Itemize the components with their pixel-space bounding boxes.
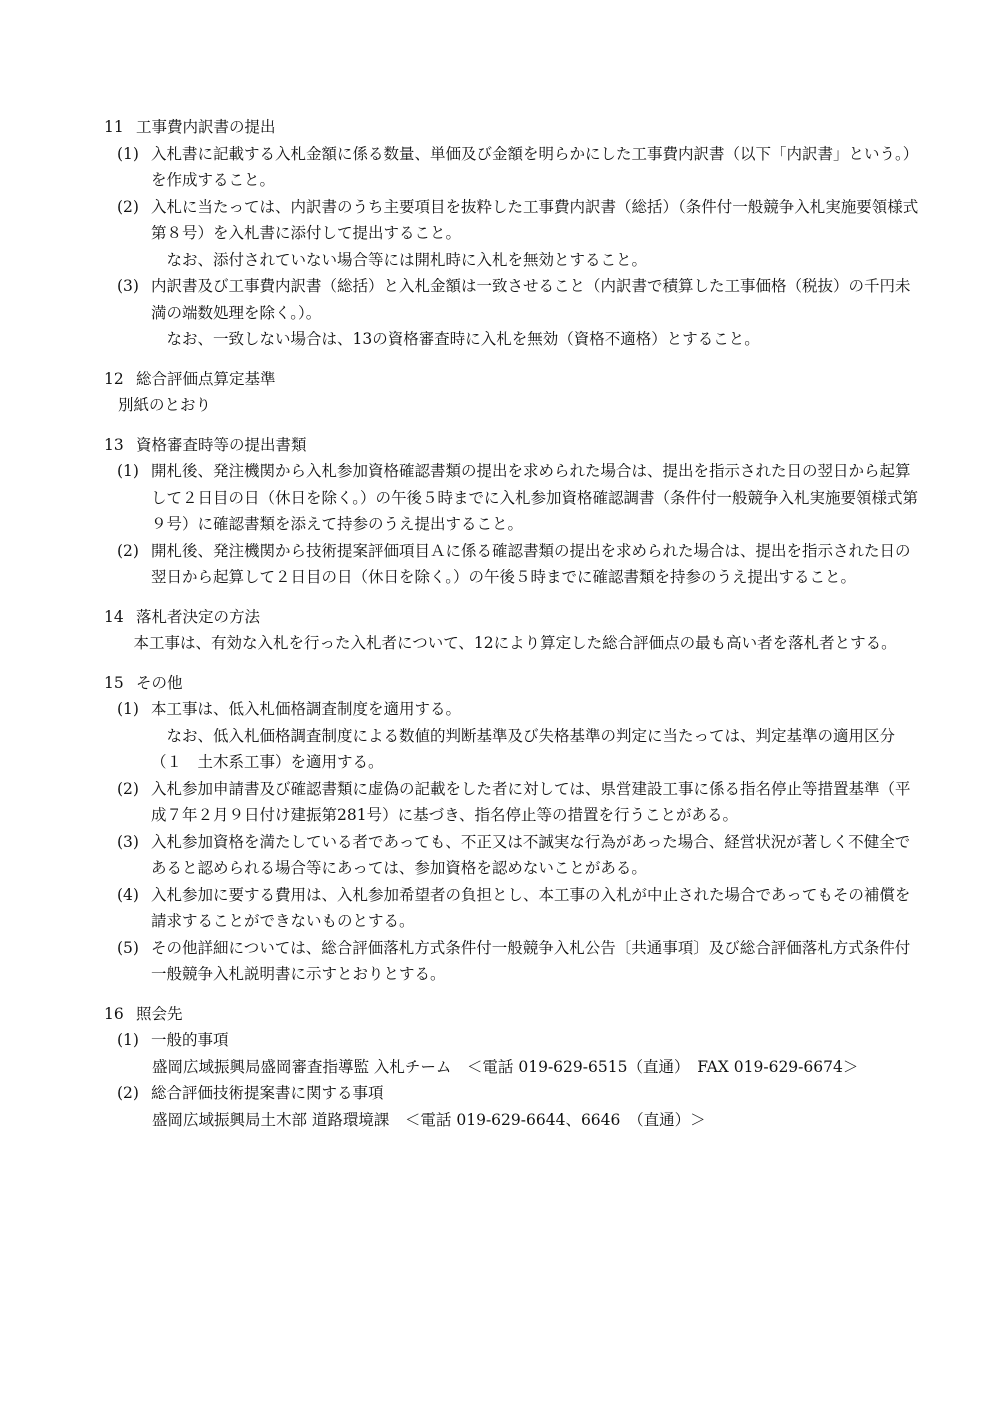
item-text: 一般的事項: [151, 1031, 229, 1049]
section-12: [104, 366, 924, 419]
item-note: なお、一致しない場合は、13の資格審査時に入札を無効（資格不適格）とすること。: [166, 330, 760, 348]
item-text: 入札書に記載する入札金額に係る数量、単価及び金額を明らかにした工事費内訳書（以下「内訳書」という。）を作成すること。: [151, 144, 919, 189]
item-text: 総合評価技術提案書に関する事項: [151, 1084, 384, 1102]
item-number: (1): [117, 144, 139, 163]
item-text: 入札に当たっては、内訳書のうち主要項目を抜粋した工事費内訳書（総括）（条件付一般競争入札実施要領様式第８号）を入札書に添付して提出すること。: [151, 197, 919, 242]
list-item: [104, 194, 924, 274]
list-item: [104, 1080, 924, 1107]
section-15: [104, 670, 924, 988]
section-number: 12: [104, 369, 124, 388]
section-13: [104, 432, 924, 591]
item-number: (1): [117, 462, 139, 480]
list-item: [104, 829, 924, 882]
section-body: 別紙のとおり: [118, 396, 212, 414]
section-title: 資格審査時等の提出書類: [136, 435, 307, 454]
section-title: 落札者決定の方法: [136, 607, 261, 626]
item-text: 開札後、発注機関から入札参加資格確認書類の提出を求められた場合は、提出を指示された日の翌日から起算して２日目の日（休日を除く。）の午後５時までに入札参加資格確認調書（条件付一般競争入札実施要領様式第９号）に確認書類を添えて持参のうえ提出すること。: [151, 462, 918, 533]
item-number: (2): [117, 1084, 139, 1102]
section-16: [104, 1001, 924, 1134]
list-item: [104, 273, 924, 353]
section-14: [104, 604, 924, 657]
section-number: 14: [104, 607, 124, 626]
section-heading: [104, 604, 924, 631]
section-title: 工事費内訳書の提出: [136, 118, 276, 136]
section-title: 総合評価点算定基準: [136, 369, 276, 388]
item-number: (3): [117, 277, 139, 295]
list-item: [104, 458, 924, 538]
section-heading: [104, 670, 924, 697]
item-text: 開札後、発注機関から技術提案評価項目Ａに係る確認書類の提出を求められた場合は、提出を指示された日の翌日から起算して２日目の日（休日を除く。）の午後５時までに確認書類を持参のうえ提出すること。: [151, 541, 911, 586]
item-text: その他詳細については、総合評価落札方式条件付一般競争入札公告〔共通事項〕及び総合評価落札方式条件付一般競争入札説明書に示すとおりとする。: [151, 938, 911, 983]
section-heading: [104, 114, 924, 141]
section-number: 11: [104, 118, 124, 136]
list-item: [104, 1027, 924, 1054]
item-text: 入札参加申請書及び確認書類に虚偽の記載をした者に対しては、県営建設工事に係る指名停止等措置基準（平成７年２月９日付け建振第281号）に基づき、指名停止等の措置を行うことがある。: [151, 779, 911, 824]
contact-info: 盛岡広域振興局盛岡審査指導監 入札チーム ＜電話 019-629-6515（直通） FAX 019-629-6674＞: [152, 1057, 859, 1076]
item-number: (2): [117, 779, 139, 798]
section-heading: [104, 366, 924, 393]
item-note: なお、添付されていない場合等には開札時に入札を無効とすること。: [166, 250, 648, 269]
section-number: 13: [104, 435, 124, 454]
item-text: 本工事は、低入札価格調査制度を適用する。: [151, 700, 462, 718]
item-number: (2): [117, 541, 139, 560]
item-text: 入札参加に要する費用は、入札参加希望者の負担とし、本工事の入札が中止された場合であってもその補償を請求することができないものとする。: [151, 885, 911, 930]
item-number: (5): [117, 938, 139, 957]
document-content: [104, 114, 924, 1146]
list-item: [104, 935, 924, 988]
list-item: [104, 141, 924, 194]
section-number: 15: [104, 673, 124, 692]
section-number: 16: [104, 1004, 124, 1023]
section-heading: [104, 432, 924, 459]
item-number: (3): [117, 832, 139, 851]
section-11: [104, 114, 924, 353]
item-number: (1): [117, 700, 139, 718]
list-item: [104, 538, 924, 591]
section-title: その他: [136, 673, 183, 692]
list-item: [104, 776, 924, 829]
item-number: (2): [117, 197, 139, 216]
item-text: 入札参加資格を満たしている者であっても、不正又は不誠実な行為があった場合、経営状況が著しく不健全であると認められる場合等にあっては、参加資格を認めないことがある。: [151, 832, 911, 877]
contact-info: 盛岡広域振興局土木部 道路環境課 ＜電話 019-629-6644、6646 （直通）＞: [152, 1110, 706, 1129]
item-note: なお、低入札価格調査制度による数値的判断基準及び失格基準の判定に当たっては、判定基準の適用区分（１ 土木系工事）を適用する。: [151, 726, 896, 771]
list-item: [104, 882, 924, 935]
item-number: (1): [117, 1031, 139, 1049]
section-heading: [104, 1001, 924, 1028]
item-number: (4): [117, 885, 139, 904]
section-title: 照会先: [136, 1004, 183, 1023]
list-item: [104, 696, 924, 776]
item-text: 内訳書及び工事費内訳書（総括）と入札金額は一致させること（内訳書で積算した工事価格（税抜）の千円未満の端数処理を除く。）。: [151, 277, 911, 322]
section-paragraph: 本工事は、有効な入札を行った入札者について、12により算定した総合評価点の最も高い者を落札者とする。: [133, 634, 897, 652]
